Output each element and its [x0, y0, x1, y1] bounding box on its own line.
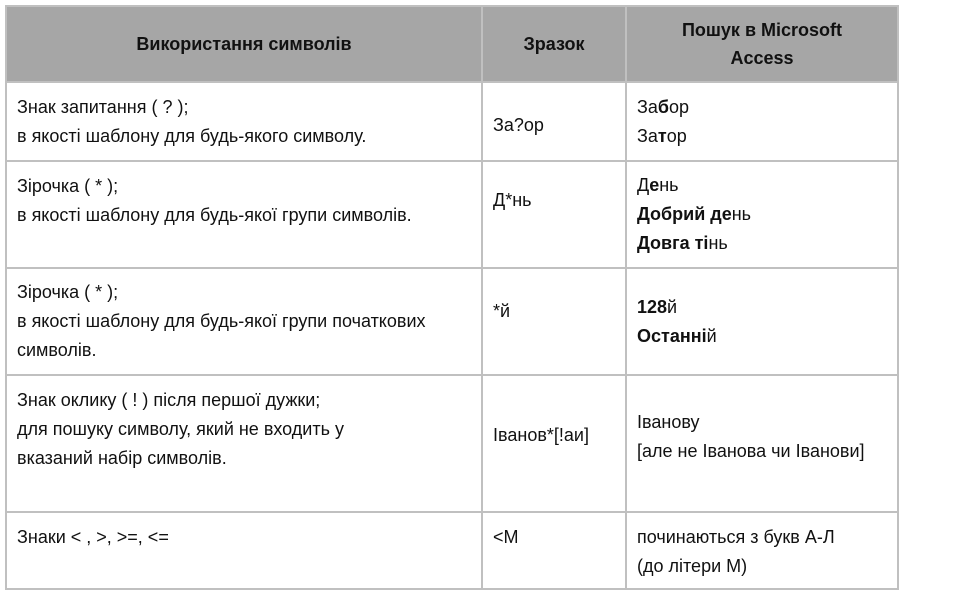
usage-cell — [7, 269, 481, 374]
result-line — [637, 229, 887, 258]
result-line: починаються з букв А-Л — [637, 527, 835, 547]
table-header-row — [7, 7, 897, 81]
result-text: ор — [669, 96, 690, 117]
results-cell — [627, 162, 897, 267]
usage-line: в якості шаблону для будь-якого символу. — [17, 125, 367, 146]
result-text: За — [637, 125, 658, 146]
sample-cell — [483, 162, 625, 267]
result-line — [637, 122, 887, 151]
usage-line: в якості шаблону для будь-якої групи символів. — [17, 205, 412, 225]
usage-cell — [7, 513, 481, 588]
usage-cell — [7, 83, 481, 160]
sample-cell — [483, 269, 625, 374]
usage-cell — [7, 376, 481, 511]
table-row — [7, 269, 897, 374]
result-text-bold: Добрий де — [637, 204, 732, 224]
sample-cell — [483, 513, 625, 588]
sample-value: Іванов*[!аи] — [493, 425, 589, 445]
result-line: (до літери М) — [637, 556, 748, 576]
wildcard-table — [5, 5, 899, 590]
table-row — [7, 83, 897, 160]
usage-line: Знак оклику ( ! ) після першої дужки; — [17, 390, 321, 410]
result-line: [але не Іванова чи Іванови] — [637, 440, 865, 461]
result-text-bold: е — [649, 175, 660, 195]
result-text: За — [637, 96, 658, 117]
table-row — [7, 513, 897, 588]
header-usage: Використання символів — [7, 7, 481, 81]
table-row — [7, 376, 897, 511]
usage-line: Знаки < , >, >=, <= — [17, 527, 169, 547]
sample-value: *й — [493, 301, 511, 321]
usage-cell — [7, 162, 481, 267]
sample-value: Д*нь — [493, 190, 532, 210]
usage-line: Знак запитання ( ? ); — [17, 96, 189, 117]
result-text: нь — [659, 175, 679, 195]
header-search-line-2: Access — [730, 48, 794, 68]
results-cell — [627, 513, 897, 588]
result-text: нь — [708, 233, 728, 253]
header-sample: Зразок — [483, 7, 625, 81]
result-text-bold: Довга ті — [637, 233, 709, 253]
result-line — [637, 171, 887, 200]
usage-line: в якості шаблону для будь-якої групи початкових — [17, 311, 426, 331]
result-line — [637, 293, 887, 322]
result-text: й — [706, 325, 717, 346]
result-text: нь — [731, 204, 752, 224]
usage-line: Зірочка ( * ); — [17, 176, 119, 196]
table-row — [7, 162, 897, 267]
result-text: й — [667, 296, 678, 317]
result-text-bold: т — [657, 125, 667, 146]
usage-line: для пошуку символу, який не входить у — [17, 419, 344, 439]
result-text-bold: 128 — [637, 296, 668, 317]
usage-line: символів. — [17, 340, 97, 360]
result-text-bold: Останні — [637, 325, 707, 346]
usage-line: вказаний набір символів. — [17, 448, 227, 468]
result-line: Іванову — [637, 411, 700, 432]
header-search-line-1: Пошук в Microsoft — [681, 20, 843, 40]
sample-value: За?ор — [493, 115, 544, 135]
header-search — [627, 7, 897, 81]
results-cell — [627, 269, 897, 374]
result-line — [637, 322, 887, 351]
usage-line: Зірочка ( * ); — [17, 282, 119, 302]
result-text: ор — [666, 125, 687, 146]
results-cell — [627, 83, 897, 160]
result-line — [637, 200, 887, 229]
result-text: Д — [637, 175, 650, 195]
result-line — [637, 93, 887, 122]
sample-value: <М — [493, 527, 519, 547]
result-text-bold: б — [657, 96, 670, 117]
results-cell — [627, 376, 897, 511]
sample-cell — [483, 376, 625, 511]
sample-cell — [483, 83, 625, 160]
